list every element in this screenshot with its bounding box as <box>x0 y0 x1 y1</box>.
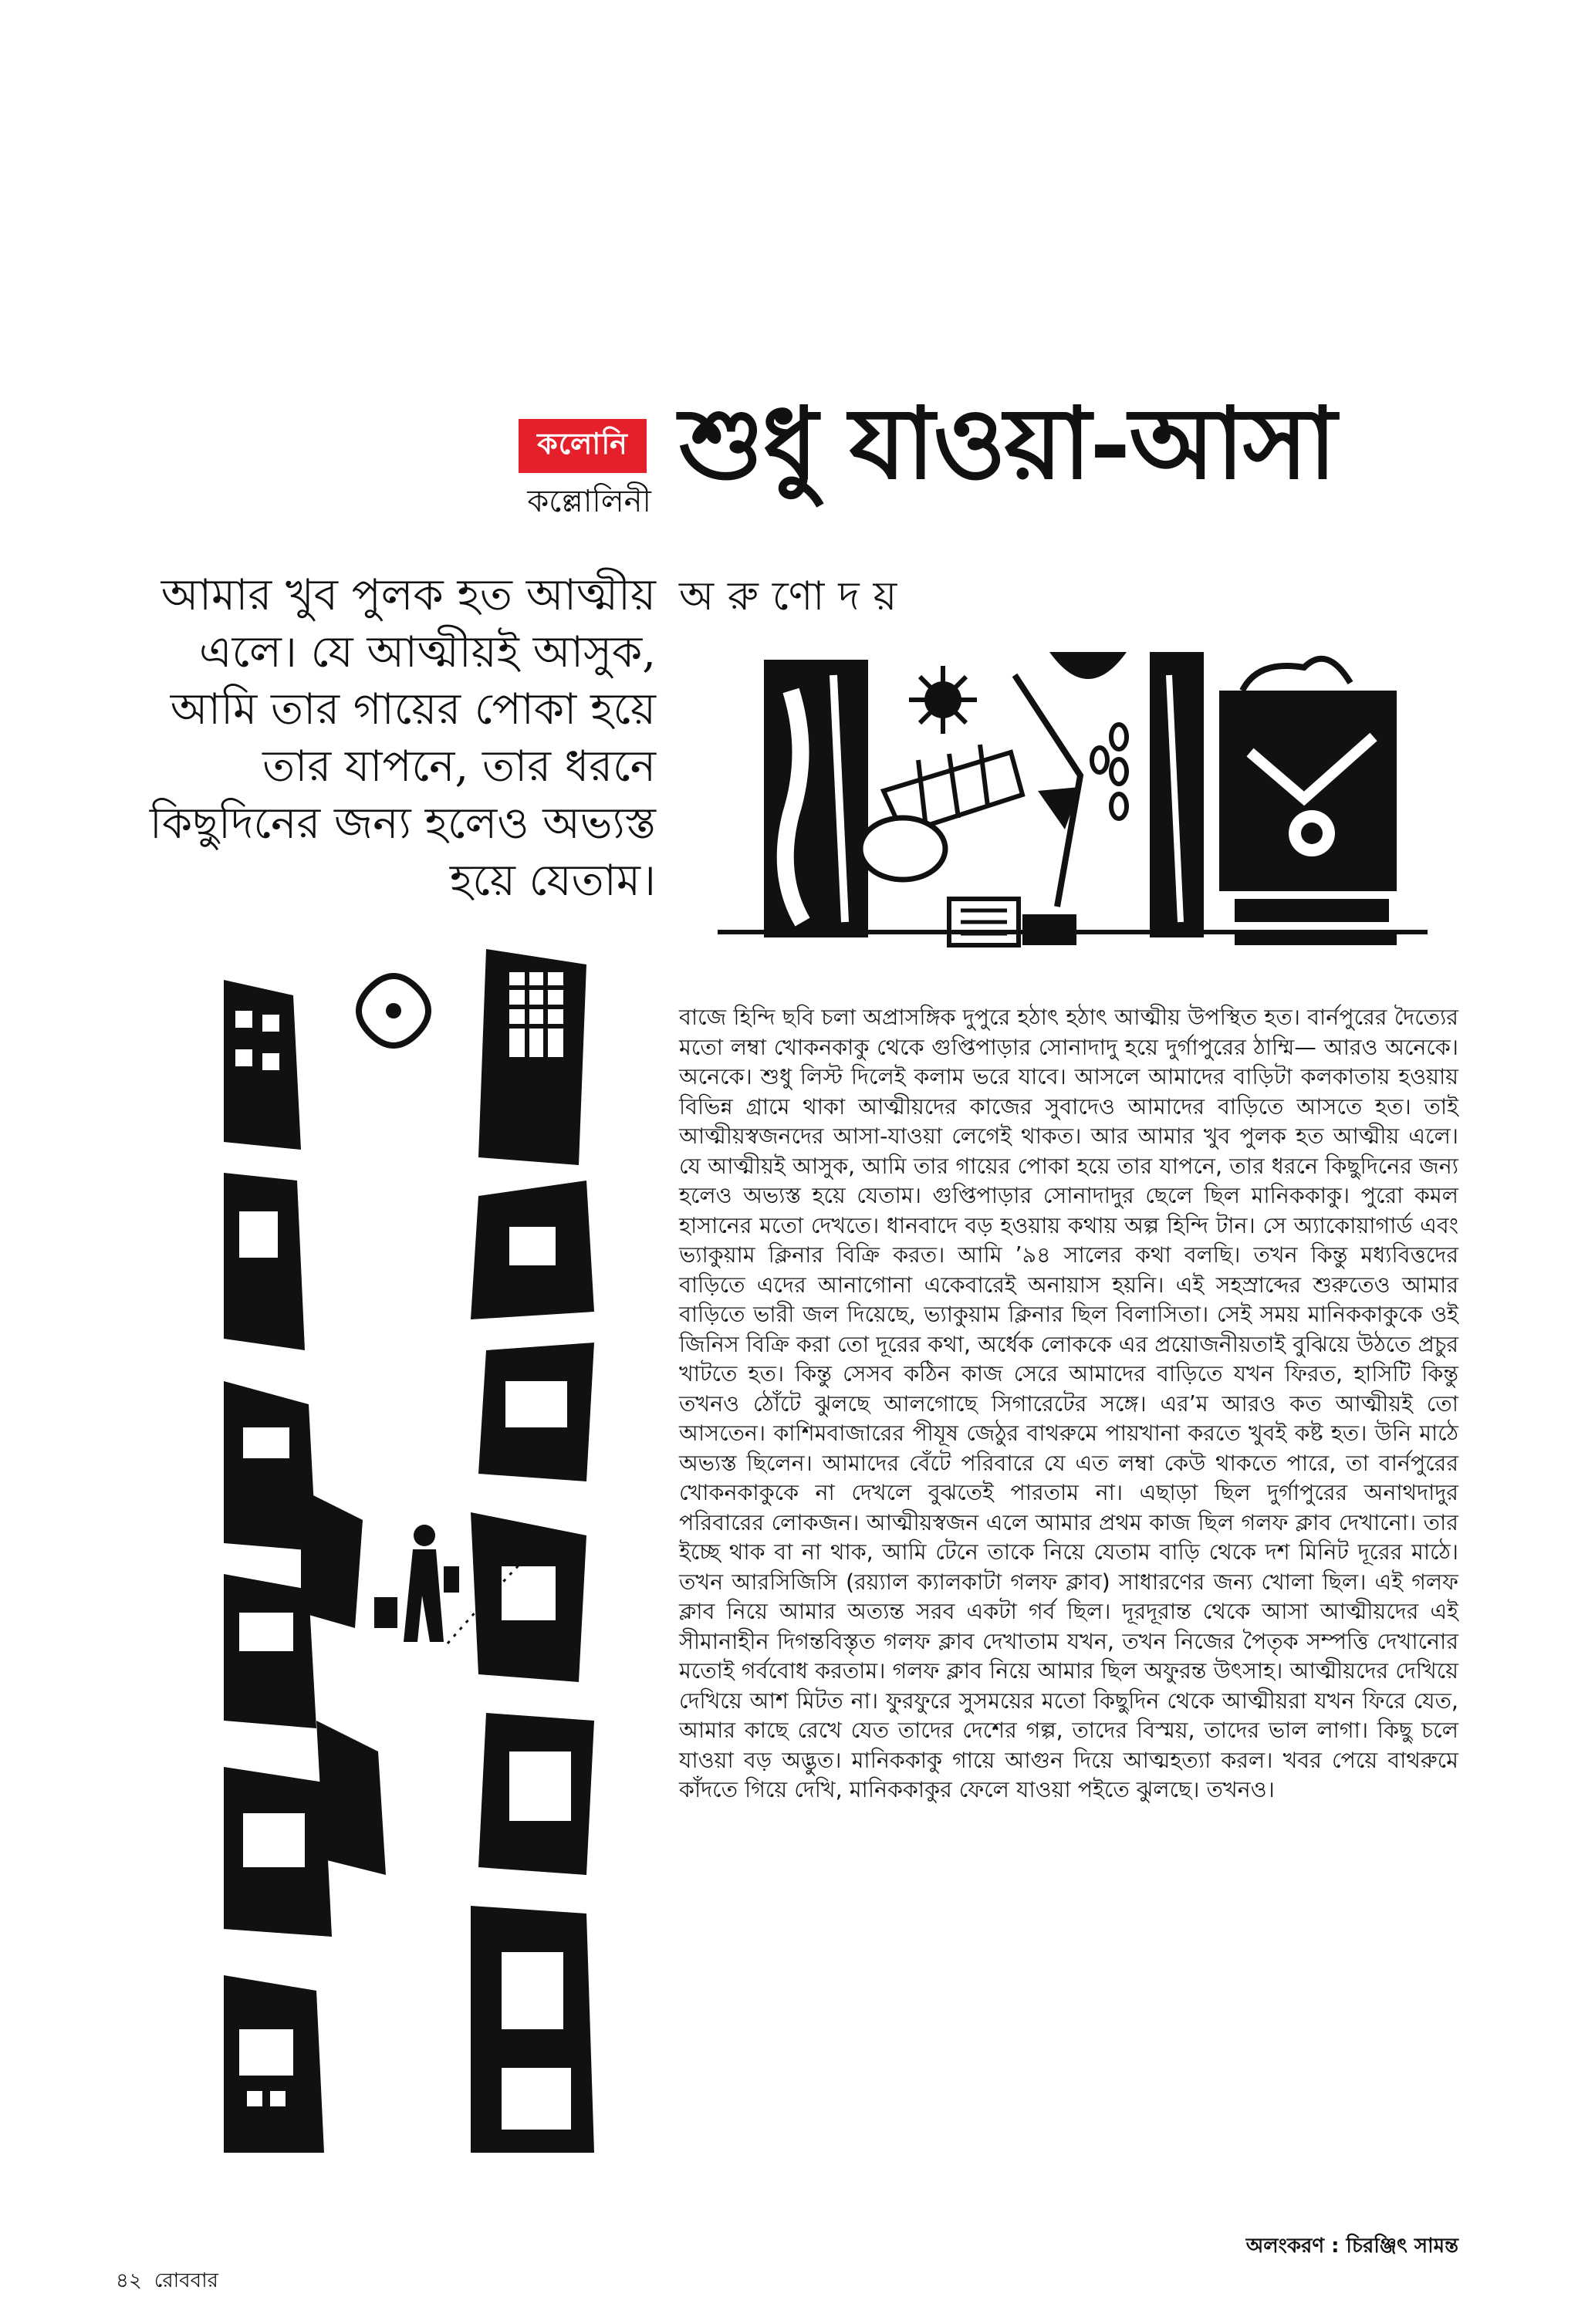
article-body <box>679 1003 1458 1805</box>
author-byline: অরুণোদয় <box>679 573 911 620</box>
illustration-credit: অলংকরণ : চিরঞ্জিৎ সামন্ত <box>1245 2234 1458 2258</box>
page-footer <box>116 2265 231 2299</box>
pull-quote: আমার খুব পুলক হত আত্মীয় এলে। যে আত্মীয়ই আসুক, আমি তার গায়ের পোকা হয়ে তার যাপনে, তার ধরনে কিছুদিনের জন্য হলেও অভ্যস্ত হয়ে যেতাম। <box>149 570 656 906</box>
section-badge: কলোনি <box>519 419 647 473</box>
top-illustration <box>718 644 1428 953</box>
page-number: ৪২ <box>116 2269 142 2292</box>
side-illustration <box>224 949 702 2168</box>
headline: শুধু যাওয়া-আসা <box>679 386 1336 502</box>
series-name: কল্লোলিনী <box>527 484 651 519</box>
magazine-name: রোববার <box>154 2269 218 2292</box>
article-paragraph: বাজে হিন্দি ছবি চলা অপ্রাসঙ্গিক দুপুরে হঠাৎ হঠাৎ আত্মীয় উপস্থিত হত। বার্নপুরের দৈত্যের মতো লম্বা খোকনকাকু থেকে গুপ্তিপাড়ার সোনাদাদু হয়ে দুর্গাপুরের ঠাম্মি— আরও অনেকে। অনেকে। শুধু লিস্ট দিলেই কলাম ভরে যাবে। আসলে আমাদের বাড়িটা কলকাতায় হওয়ায় বিভিন্ন গ্রামে থাকা আত্মীয়দের কাজের সুবাদেও আমাদের বাড়িতে আসতে হত। তাই আত্মীয়স্বজনদের আসা-যাওয়া লেগেই থাকত। আর আমার খুব পুলক হত আত্মীয় এলে। যে আত্মীয়ই আসুক, আমি তার গায়ের পোকা হয়ে তার যাপনে, তার ধরনে কিছুদিনের জন্য হলেও অভ্যস্ত হয়ে যেতাম। গুপ্তিপাড়ার সোনাদাদুর ছেলে ছিল মানিককাকু। পুরো কমল হাসানের মতো দেখতে। ধানবাদে বড় হওয়ায় কথায় অল্প হিন্দি টান। সে অ্যাকোয়াগার্ড এবং ভ্যাকুয়াম ক্লিনার বিক্রি করত। আমি ’৯৪ সালের কথা বলছি। তখন কিন্তু মধ্যবিত্তদের বাড়িতে এদের আনাগোনা একেবারেই অনায়াস হয়নি। এই সহস্রাব্দের শুরুতেও আমার বাড়িতে ভারী জল দিয়েছে, ভ্যাকুয়াম ক্লিনার ছিল বিলাসিতা। সেই সময় মানিককাকুকে ওই জিনিস বিক্রি করা তো দূরের কথা, অর্ধেক লোককে এর প্রয়োজনীয়তাই বুঝিয়ে উঠতে প্রচুর খাটতে হত। কিন্তু সেসব কঠিন কাজ সেরে আমাদের বাড়িতে যখন ফিরত, হাসিটি কিন্তু তখনও ঠোঁটে ঝুলছে আলগোছে সিগারেটের সঙ্গে। এর’ম আরও কত আত্মীয়ই তো আসতেন। কাশিমবাজারের পীযূষ জেঠুর বাথরুমে পায়খানা করতে খুবই কষ্ট হত। উনি মাঠে অভ্যস্ত ছিলেন। আমাদের বেঁটে পরিবারে যে এত লম্বা কেউ থাকতে পারে, তা বার্নপুরের খোকনকাকুকে না দেখলে বুঝতেই পারতাম না। এছাড়া ছিল দুর্গাপুরের অনাথদাদুর পরিবারের লোকজন। আত্মীয়স্বজন এলে আমার প্রথম কাজ ছিল গলফ ক্লাব দেখানো। তার ইচ্ছে থাক বা না থাক, আমি টেনে তাকে নিয়ে যেতাম বাড়ি থেকে দশ মিনিট দূরের মাঠে। তখন আরসিজিসি (রয়্যাল ক্যালকাটা গলফ ক্লাব) সাধারণের জন্য খোলা ছিল। এই গলফ ক্লাব নিয়ে আমার অত্যন্ত সরব একটা গর্ব ছিল। দূরদূরান্ত থেকে আসা আত্মীয়দের এই সীমানাহীন দিগন্তবিস্তৃত গলফ ক্লাব দেখাতাম যখন, তখন নিজের পৈতৃক সম্পত্তি দেখানোর মতোই গর্ববোধ করতাম। গলফ ক্লাব নিয়ে আমার ছিল অফুরন্ত উৎসাহ। আত্মীয়দের দেখিয়ে দেখিয়ে আশ মিটত না। ফুরফুরে সুসময়ের মতো কিছুদিন থেকে আত্মীয়রা যখন ফিরে যেত, আমার কাছে রেখে যেত তাদের দেশের গল্প, তাদের বিস্ময়, তাদের ভাল লাগা। কিছু চলে যাওয়া বড় অদ্ভুত। মানিককাকু গায়ে আগুন দিয়ে আত্মহত্যা করল। খবর পেয়ে বাথরুমে কাঁদতে গিয়ে দেখি, মানিককাকুর ফেলে যাওয়া পইতে ঝুলছে। তখনও। <box>679 1005 1458 1802</box>
